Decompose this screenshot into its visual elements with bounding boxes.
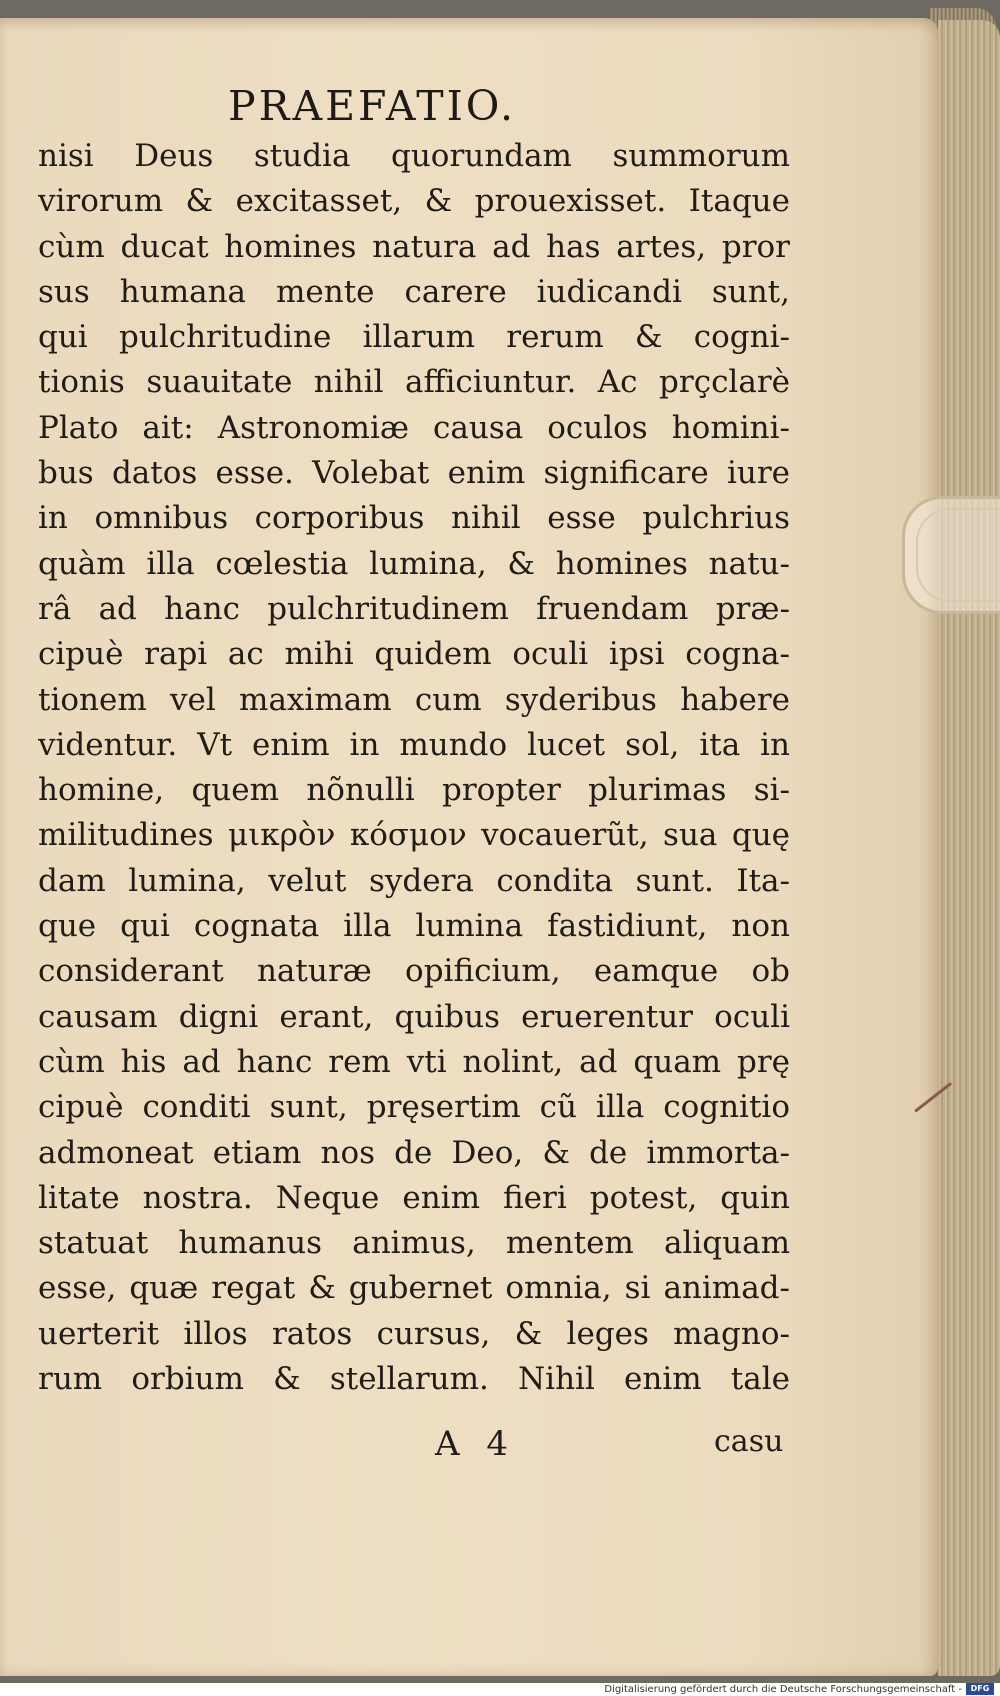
text-line: quàm illa cœlestia lumina, & homines natu- xyxy=(38,545,790,582)
signature-mark: A 4 xyxy=(435,1424,516,1464)
book-block-page-edges xyxy=(938,20,1000,1676)
text-line: tionem vel maximam cum syderibus habere xyxy=(38,681,790,718)
text-line: cùm his ad hanc rem vti nolint, ad quam prę xyxy=(38,1043,790,1080)
text-line: cipuè conditi sunt, pręsertim cũ illa cognitio xyxy=(38,1089,790,1126)
text-line: que qui cognata illa lumina fastidiunt, non xyxy=(38,908,790,945)
text-line: dam lumina, velut sydera condita sunt. Ita- xyxy=(38,862,790,899)
catchword: casu xyxy=(714,1424,784,1459)
running-head: PRAEFATIO. xyxy=(228,82,517,130)
text-line: videntur. Vt enim in mundo lucet sol, ita in xyxy=(38,726,790,763)
text-line: nisi Deus studia quorundam summorum xyxy=(38,138,790,174)
text-line: bus datos esse. Volebat enim significare iure xyxy=(38,455,790,492)
text-line: in omnibus corporibus nihil esse pulchrius xyxy=(38,500,790,537)
text-line: Plato ait: Astronomiæ causa oculos homini- xyxy=(38,409,790,446)
bookmark-tab-inner xyxy=(916,508,1000,602)
dfg-logo-icon: DFG xyxy=(966,1683,994,1695)
text-line: considerant naturæ opificium, eamque ob xyxy=(38,953,790,990)
text-line: cipuè rapi ac mihi quidem oculi ipsi cogna- xyxy=(38,636,790,673)
text-line: tionis suauitate nihil afficiuntur. Ac prçclarè xyxy=(38,364,790,401)
page-body-text xyxy=(38,134,790,1402)
text-line: uerterit illos ratos cursus, & leges magno- xyxy=(38,1315,790,1352)
text-line: qui pulchritudine illarum rerum & cogni- xyxy=(38,319,790,356)
text-line: causam digni erant, quibus eruerentur oculi xyxy=(38,998,790,1035)
text-line: statuat humanus animus, mentem aliquam xyxy=(38,1225,790,1262)
text-line: sus humana mente carere iudicandi sunt, xyxy=(38,273,790,310)
text-line: homine, quem nõnulli propter plurimas si- xyxy=(38,772,790,809)
text-line: rum orbium & stellarum. Nihil enim tale xyxy=(38,1361,790,1398)
text-line: virorum & excitasset, & prouexisset. Itaque xyxy=(38,183,790,220)
text-line: militudines μικρὸν κόσμον vocauerũt, sua quę xyxy=(38,817,790,854)
text-line: litate nostra. Neque enim fieri potest, quin xyxy=(38,1179,790,1216)
text-line: râ ad hanc pulchritudinem fruendam præ- xyxy=(38,590,790,627)
text-line: admoneat etiam nos de Deo, & de immorta- xyxy=(38,1134,790,1171)
text-line: esse, quæ regat & gubernet omnia, si animad- xyxy=(38,1270,790,1307)
footer-credit: Digitalisierung gefördert durch die Deutsche Forschungsgemeinschaft - xyxy=(604,1684,962,1695)
digitization-footer xyxy=(0,1683,1000,1696)
text-line: cùm ducat homines natura ad has artes, pror xyxy=(38,228,790,265)
